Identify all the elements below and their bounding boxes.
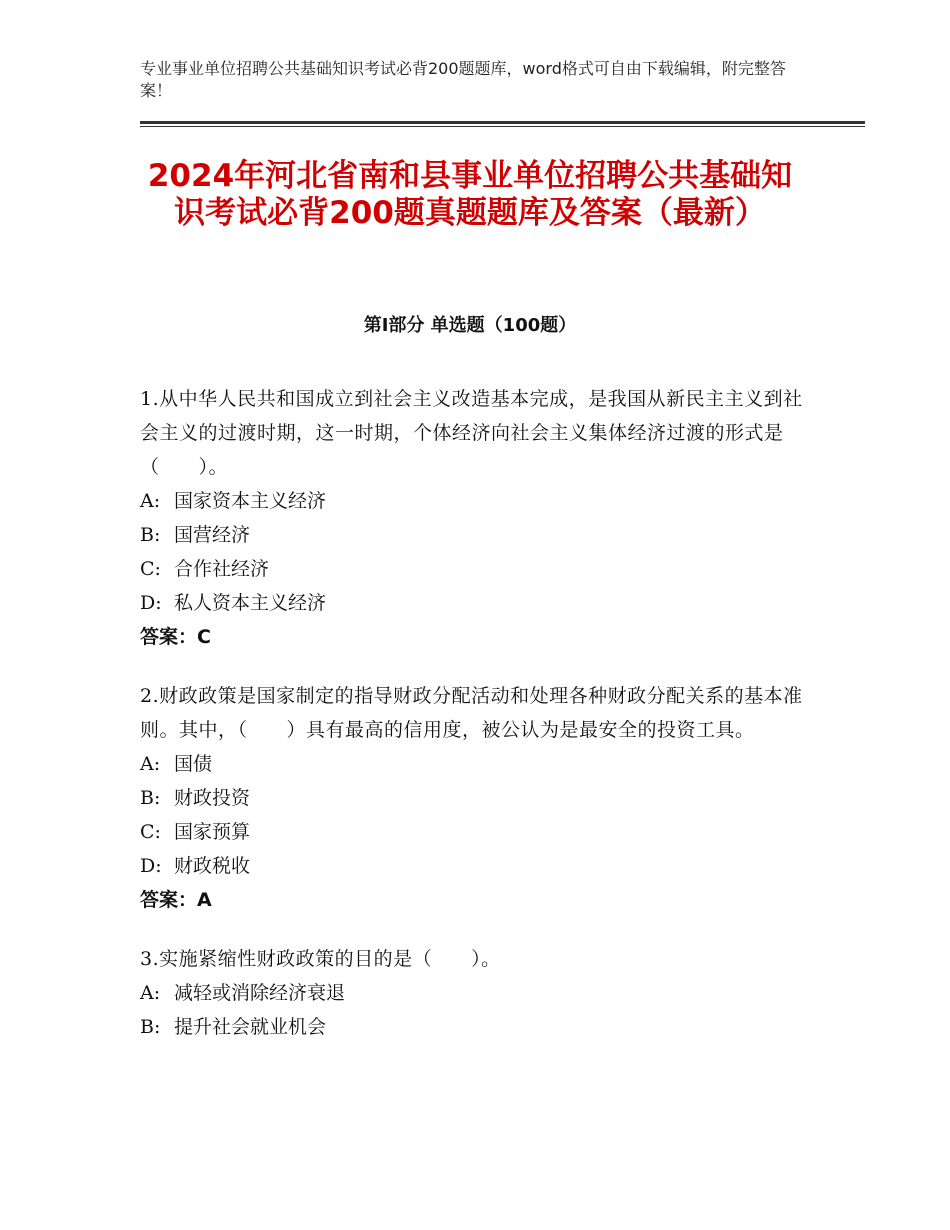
option-a	[140, 484, 805, 518]
header-rule-thick	[140, 121, 865, 124]
option-text: 国家资本主义经济	[174, 490, 327, 512]
question-stem: 3.实施紧缩性财政政策的目的是（ ）。	[140, 948, 501, 970]
option-key: B:	[140, 524, 161, 546]
header-rule-thin	[140, 126, 865, 127]
question-item	[140, 679, 805, 917]
answer-line: 答案：C	[140, 626, 211, 648]
option-text: 财政税收	[174, 855, 251, 877]
question-stem: 1.从中华人民共和国成立到社会主义改造基本完成，是我国从新民主主义到社会主义的过渡时期，这一时期，个体经济向社会主义集体经济过渡的形式是（ ）。	[140, 388, 803, 478]
question-list	[140, 382, 805, 1069]
section-title: 第Ⅰ部分 单选题（100题）	[363, 315, 577, 336]
option-d	[140, 586, 805, 620]
question-item	[140, 942, 805, 1044]
option-key: B:	[140, 1016, 161, 1038]
option-text: 国债	[174, 753, 213, 775]
option-a	[140, 747, 805, 781]
option-key: A:	[140, 982, 161, 1004]
option-text: 减轻或消除经济衰退	[174, 982, 346, 1004]
option-c	[140, 815, 805, 849]
option-b	[140, 1010, 805, 1044]
option-text: 合作社经济	[174, 558, 270, 580]
option-key: D:	[140, 855, 162, 877]
option-key: B:	[140, 787, 161, 809]
option-c	[140, 552, 805, 586]
option-b	[140, 781, 805, 815]
option-a	[140, 976, 805, 1010]
option-key: D:	[140, 592, 162, 614]
answer-line: 答案：A	[140, 889, 212, 911]
option-text: 提升社会就业机会	[174, 1016, 327, 1038]
option-key: A:	[140, 490, 161, 512]
header-note: 专业事业单位招聘公共基础知识考试必背200题题库，word格式可自由下载编辑，附完整答案！	[140, 59, 786, 100]
option-key: A:	[140, 753, 161, 775]
document-title: 2024年河北省南和县事业单位招聘公共基础知识考试必背200题真题题库及答案（最新）	[147, 158, 793, 231]
option-key: C:	[140, 558, 161, 580]
option-d	[140, 849, 805, 883]
question-stem: 2.财政政策是国家制定的指导财政分配活动和处理各种财政分配关系的基本准则。其中，（ ）具有最高的信用度，被公认为是最安全的投资工具。	[140, 685, 803, 741]
option-text: 私人资本主义经济	[174, 592, 327, 614]
option-text: 国营经济	[174, 524, 251, 546]
question-item	[140, 382, 805, 654]
option-text: 国家预算	[174, 821, 251, 843]
option-key: C:	[140, 821, 161, 843]
option-b	[140, 518, 805, 552]
option-text: 财政投资	[174, 787, 251, 809]
